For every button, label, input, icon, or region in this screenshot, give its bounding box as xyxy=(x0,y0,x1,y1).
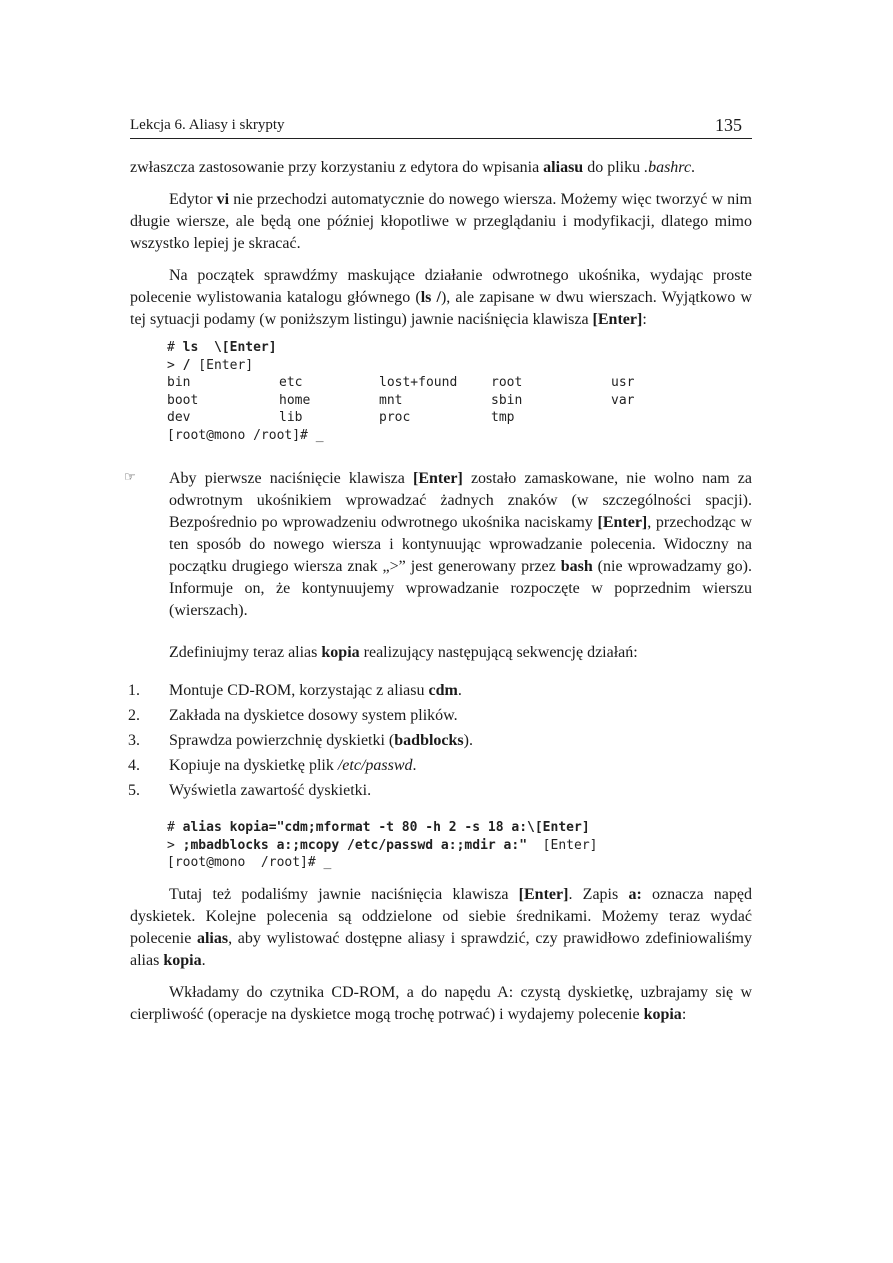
pointing-hand-icon: ☞ xyxy=(124,469,136,484)
text-run: zwłaszcza zastosowanie przy korzystaniu z edytora do wpisania xyxy=(130,159,544,176)
ls-cell: root xyxy=(491,375,523,390)
text-run: # xyxy=(167,340,183,355)
paragraph-4 xyxy=(130,642,752,664)
bold-run: alias xyxy=(196,929,229,947)
bold-run: cdm xyxy=(428,682,458,699)
page-number: 135 xyxy=(715,115,742,135)
bold-run: aliasu xyxy=(543,159,584,176)
text-run: Edytor xyxy=(169,191,217,208)
listing-1-prompt: [root@mono /root]# _ xyxy=(167,427,324,443)
bold-run: [Enter] xyxy=(592,311,643,328)
text-run: Montuje CD-ROM, korzystając z aliasu xyxy=(169,682,429,699)
listing-2 xyxy=(130,819,752,872)
text-run: Zdefiniujmy teraz alias xyxy=(169,644,322,661)
bold-run: / xyxy=(182,357,191,373)
bold-run: kopia xyxy=(163,951,202,969)
text-run: > xyxy=(167,357,183,373)
ls-cell xyxy=(611,409,671,427)
bold-run: ;mbadblocks a:;mcopy /etc/passwd a:;mdir a:" xyxy=(182,837,528,853)
text-run: Wkładamy do czytnika CD-ROM, a do napędu A: czystą dyskietkę, uzbrajamy się w cierpliwość (operacje na dyskietce mogą trochę potrwać) i wydajemy polecenie xyxy=(130,983,752,1023)
text-run: Aby pierwsze naciśnięcie klawisza xyxy=(169,470,414,487)
list-item: 3. Sprawdza powierzchnię dyskietki (badblocks). xyxy=(128,732,473,749)
text-run: : xyxy=(681,1005,687,1023)
listing-1-line-1 xyxy=(167,339,752,357)
ls-cell: var xyxy=(611,392,635,408)
ls-cell: etc xyxy=(279,375,303,390)
listing-2-line-1 xyxy=(167,819,752,837)
bold-run: bash xyxy=(560,558,593,575)
listing-1-line-2 xyxy=(167,357,752,375)
list-item: 4. Kopiuje na dyskietkę plik /etc/passwd. xyxy=(128,757,417,774)
ls-cell: bin xyxy=(167,375,191,390)
text-run: > xyxy=(167,837,183,853)
text-run: Wyświetla zawartość dyskietki. xyxy=(169,782,372,799)
ls-row xyxy=(167,392,752,410)
running-header xyxy=(130,108,752,139)
text-run: . Zapis xyxy=(568,885,629,903)
paragraph-1 xyxy=(130,157,752,179)
ls-cell: lost+found xyxy=(379,375,458,390)
ls-cell: sbin xyxy=(491,392,523,408)
note-block xyxy=(124,468,753,622)
listing-2-prompt: [root@mono /root]# _ xyxy=(167,855,332,870)
listing-2-line-2 xyxy=(167,837,752,855)
text-run: : xyxy=(642,311,647,328)
ls-cell: lib xyxy=(279,410,303,425)
paragraph-2 xyxy=(130,189,752,255)
text-run: [Enter] xyxy=(527,837,598,853)
step-text xyxy=(169,682,462,699)
italic-run: .bashrc xyxy=(644,159,692,176)
step-text xyxy=(169,782,371,799)
text-run: . xyxy=(412,757,417,774)
note-text xyxy=(169,468,752,622)
step-text xyxy=(169,707,458,724)
listing-1 xyxy=(130,339,752,444)
text-run: Na początek sprawdźmy maskujące działanie odwrotnego ukośnika, wydając proste polecenie wylistowania katalogu głównego ( xyxy=(130,267,752,306)
ls-cell: tmp xyxy=(491,410,515,425)
text-run: (nie wprowadzamy go). Informuje on, że kontynuujemy wprowadzanie rozpoczęte w poprzednim wierszu (wierszach). xyxy=(169,558,753,619)
ls-output xyxy=(167,374,752,427)
steps-list xyxy=(130,678,752,803)
text-run: do pliku xyxy=(583,159,645,176)
ls-row xyxy=(167,409,752,427)
chapter-title: Lekcja 6. Aliasy i skrypty xyxy=(130,117,285,133)
bold-run: badblocks xyxy=(394,732,464,749)
paragraph-6 xyxy=(130,982,752,1026)
text-run: Tutaj też podaliśmy jawnie naciśnięcia klawisza xyxy=(169,885,519,903)
text-run: . xyxy=(691,159,696,176)
text-run: zostało zamaskowane, nie wolno nam za odwrotnym ukośnikiem wprowadzać żadnych znaków (w szczególności spacji). Bezpośrednio po wprowadzeniu odwrotnego ukośnika naciskamy xyxy=(169,470,752,531)
paragraph-3 xyxy=(130,265,752,331)
bold-run: alias kopia="cdm;mformat -t 80 -h 2 -s 18 a:\[Enter] xyxy=(182,820,590,835)
ls-cell: boot xyxy=(167,392,199,408)
text-run: oznacza napęd dyskietek. Kolejne polecenia są oddzielone od siebie średnikami. Możemy teraz wydać polecenie xyxy=(130,885,752,947)
bold-run: ls \[Enter] xyxy=(182,340,277,355)
text-run: nie przechodzi automatycznie do nowego wiersza. Możemy więc tworzyć w nim długie wiersze, ale będą one później kłopotliwe w przeglądaniu i modyfikacji, dlatego mimo wszystko lepiej je skracać. xyxy=(130,191,752,252)
bold-run: [Enter] xyxy=(597,514,648,531)
text-run: ), ale zapisane w dwu wierszach. Wyjątkowo w tej sytuacji podamy (w poniższym listingu) jawnie naciśnięcia klawisza xyxy=(130,289,753,328)
text-run: Kopiuje na dyskietkę plik xyxy=(169,757,338,774)
ls-cell: mnt xyxy=(379,392,403,408)
text-run: , aby wylistować dostępne aliasy i sprawdzić, czy prawidłowo zdefiniowaliśmy alias xyxy=(130,929,753,969)
text-run: [Enter] xyxy=(190,357,254,373)
text-run: realizujący następującą sekwencję działań: xyxy=(359,644,638,661)
text-run: . xyxy=(201,951,206,969)
bold-run: a: xyxy=(628,885,642,903)
bold-run: kopia xyxy=(321,644,360,661)
list-item: 2. Zakłada na dyskietce dosowy system plików. xyxy=(128,707,458,724)
ls-row xyxy=(167,374,752,392)
step-text xyxy=(169,732,473,749)
bold-run: ls / xyxy=(420,289,441,306)
text-run: , przechodząc w ten sposób do nowego wiersza i kontynuując wprowadzanie polecenia. Widoczny na początku drugiego wiersza znak „>” jest generowany przez xyxy=(169,514,752,575)
italic-run: /etc/passwd xyxy=(337,757,413,774)
text-run: # xyxy=(167,820,183,835)
book-page xyxy=(124,108,753,1026)
paragraph-5 xyxy=(130,884,752,972)
ls-cell: proc xyxy=(379,410,411,425)
bold-run: vi xyxy=(216,191,230,208)
text-run: Sprawdza powierzchnię dyskietki ( xyxy=(169,732,395,749)
step-text xyxy=(169,757,417,774)
ls-cell: usr xyxy=(611,375,635,390)
bold-run: [Enter] xyxy=(413,470,463,487)
list-item: 1. Montuje CD-ROM, korzystając z aliasu cdm. xyxy=(128,682,462,699)
text-run: Zakłada na dyskietce dosowy system plików. xyxy=(169,707,458,724)
ls-cell: home xyxy=(279,392,311,408)
bold-run: kopia xyxy=(643,1005,682,1023)
text-run: ). xyxy=(463,732,473,749)
bold-run: [Enter] xyxy=(518,885,569,903)
ls-cell: dev xyxy=(167,410,191,425)
list-item: 5. Wyświetla zawartość dyskietki. xyxy=(128,782,372,799)
text-run: . xyxy=(457,682,462,699)
